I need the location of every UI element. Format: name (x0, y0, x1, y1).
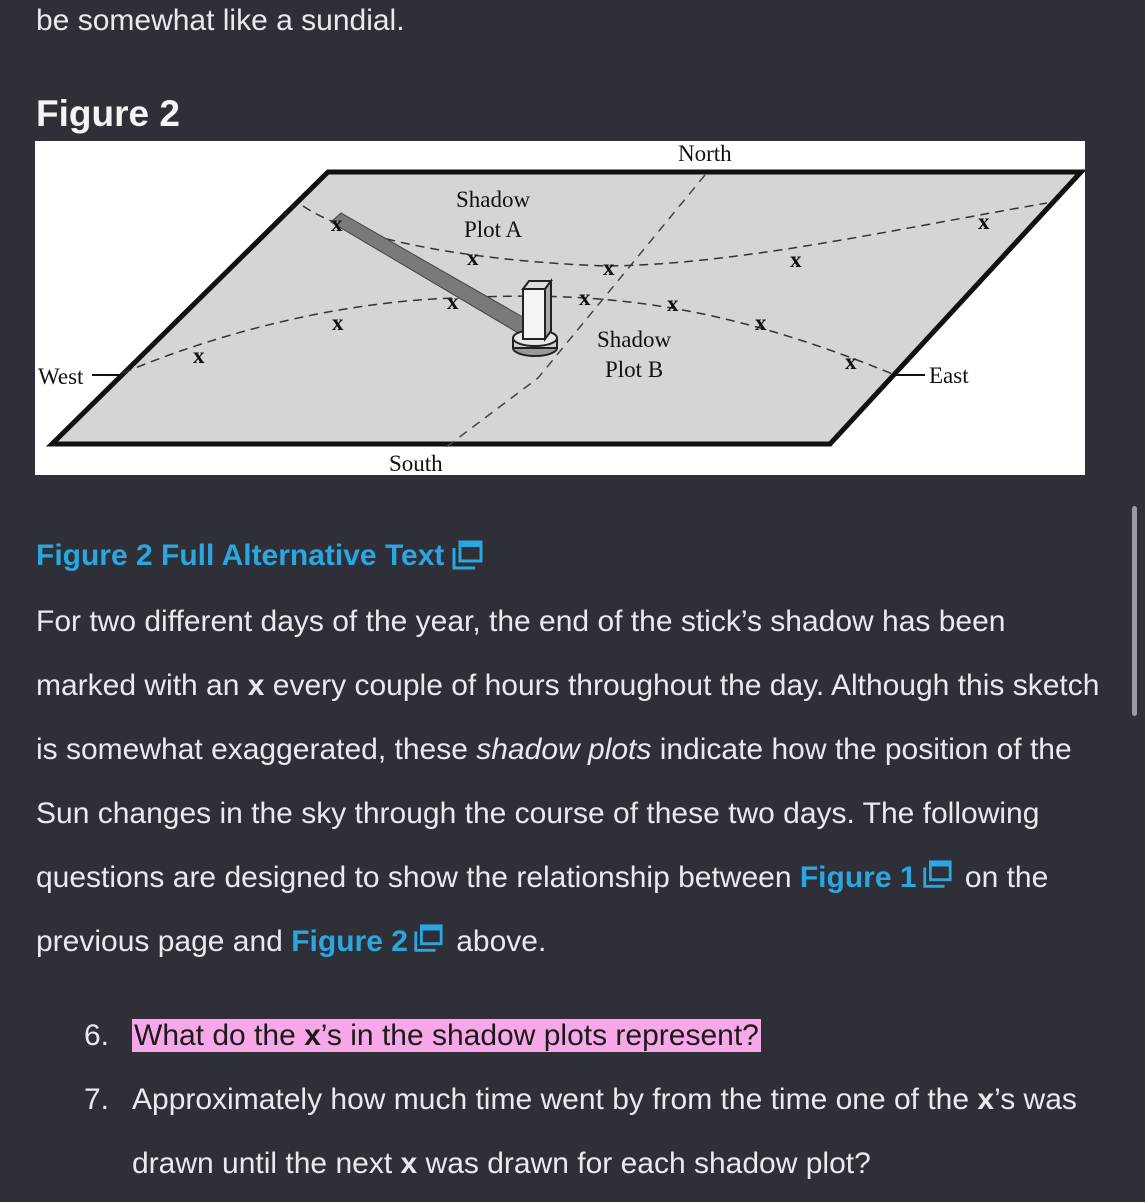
label-south: South (389, 451, 443, 475)
question-text: What do the (134, 1019, 305, 1052)
label-north: North (678, 141, 732, 166)
figure-heading: Figure 2 (36, 93, 180, 134)
mark-b5: x (667, 291, 679, 316)
mark-a1: x (331, 211, 343, 236)
question-text: ’s in the shadow plots represent? (320, 1019, 759, 1052)
ground-plane (52, 172, 1081, 444)
intro-text: be somewhat like a sundial. (36, 4, 405, 37)
para-text-1: For two different days of the year, the end of the stick’s shadow has been marked with an (36, 605, 1006, 702)
open-window-icon[interactable] (412, 914, 444, 946)
para-text-3: indicate how the position of the Sun changes in the sky through the course of these two days. The following questions are designed to show the relationship between (36, 733, 1072, 894)
mark-b7: x (845, 349, 857, 374)
figure-2-link[interactable]: Figure 2 (291, 925, 408, 958)
para-emphasis: shadow plots (476, 733, 652, 766)
mark-b4: x (579, 285, 591, 310)
question-text: ’s was drawn until the next (132, 1083, 1077, 1180)
question-list (84, 1004, 1114, 1196)
question-text: Approximately how much time went by from the time one of the (132, 1083, 978, 1116)
question-text: was drawn for each shadow plot? (417, 1147, 871, 1180)
label-east: East (929, 363, 969, 388)
question-x: x (977, 1083, 995, 1116)
open-window-icon[interactable] (450, 539, 484, 573)
figure-1-link[interactable]: Figure 1 (799, 861, 917, 894)
para-text-5: above. (447, 925, 547, 958)
mark-a3: x (603, 255, 615, 280)
body-paragraph (36, 590, 1106, 974)
question-number: 6. (84, 1019, 110, 1052)
highlighted-question[interactable] (132, 1019, 761, 1052)
para-text-4: on the previous page and (36, 861, 1049, 958)
mark-a4: x (790, 247, 802, 272)
figure-2-diagram (35, 141, 1085, 475)
open-window-icon[interactable] (921, 850, 953, 882)
label-shadow-plot-a-2: Plot A (464, 217, 523, 242)
question-6 (84, 1004, 1114, 1068)
para-x-mark: x (247, 669, 265, 702)
mark-b6: x (755, 310, 767, 335)
figure-2-alt-text-link[interactable] (36, 539, 484, 573)
question-x: x (400, 1147, 418, 1180)
mark-b3: x (447, 289, 459, 314)
label-shadow-plot-b-1: Shadow (597, 327, 672, 352)
mark-b2: x (332, 310, 344, 335)
mark-b1: x (193, 343, 205, 368)
label-west: West (38, 364, 84, 389)
question-7 (84, 1068, 1114, 1196)
mark-a2: x (467, 245, 479, 270)
question-number: 7. (84, 1083, 110, 1116)
scrollbar[interactable] (1132, 506, 1137, 716)
alt-text-link-label[interactable]: Figure 2 Full Alternative Text (36, 539, 445, 572)
para-text-2: every couple of hours throughout the day. Although this sketch is somewhat exaggerated, these (36, 669, 1100, 766)
question-x: x (304, 1019, 321, 1052)
label-shadow-plot-b-2: Plot B (605, 357, 664, 382)
mark-a5: x (978, 209, 990, 234)
label-shadow-plot-a-1: Shadow (456, 187, 531, 212)
